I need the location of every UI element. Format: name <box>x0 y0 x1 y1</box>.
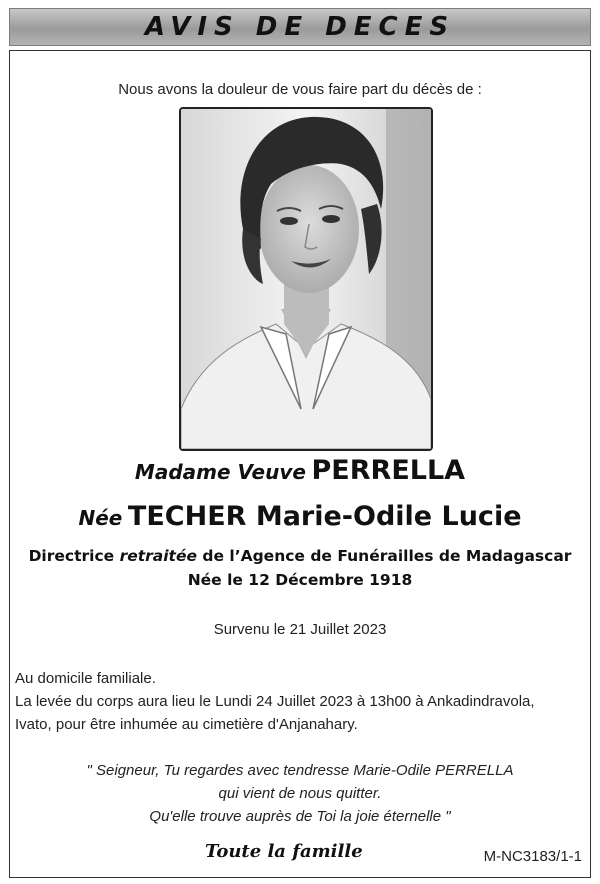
quote-line: " Seigneur, Tu regardes avec tendresse Marie-Odile PERRELLA <box>86 762 514 779</box>
maiden-name-line <box>10 501 590 532</box>
header-banner <box>9 8 591 46</box>
deceased-role <box>10 547 590 565</box>
intro-text: Nous avons la douleur de vous faire part du décès de : <box>118 81 482 98</box>
reference-code: M-NC3183/1-1 <box>483 848 582 865</box>
notice-frame <box>9 50 591 878</box>
married-name: PERRELLA <box>311 455 466 486</box>
notice-title: AVIS DE DECES <box>144 12 456 42</box>
quote-line: Qu'elle trouve auprès de Toi la joie éternelle " <box>149 808 451 825</box>
details-line: Au domicile familiale. <box>15 670 156 687</box>
maiden-name: TECHER Marie-Odile Lucie <box>127 501 522 532</box>
death-date: Survenu le 21 Juillet 2023 <box>213 621 387 638</box>
prayer-quote <box>10 759 590 828</box>
funeral-details <box>15 667 585 736</box>
details-line: Ivato, pour être inhumée au cimetière d'Anjanahary. <box>15 716 358 733</box>
role-end: de l’Agence de Funérailles de Madagascar <box>202 547 572 565</box>
deceased-name-line <box>10 455 590 486</box>
family-signature: Toute la famille <box>205 841 363 862</box>
details-line: La levée du corps aura lieu le Lundi 24 Juillet 2023 à 13h00 à Ankadindravola, <box>15 693 535 710</box>
maiden-prefix: Née <box>78 506 123 530</box>
birth-date: Née le 12 Décembre 1918 <box>187 571 413 589</box>
portrait-photo <box>179 107 433 451</box>
quote-line: qui vient de nous quitter. <box>218 785 382 802</box>
role-start: Directrice <box>28 547 115 565</box>
role-emphasis: retraitée <box>119 547 197 565</box>
name-prefix: Madame Veuve <box>134 460 306 484</box>
